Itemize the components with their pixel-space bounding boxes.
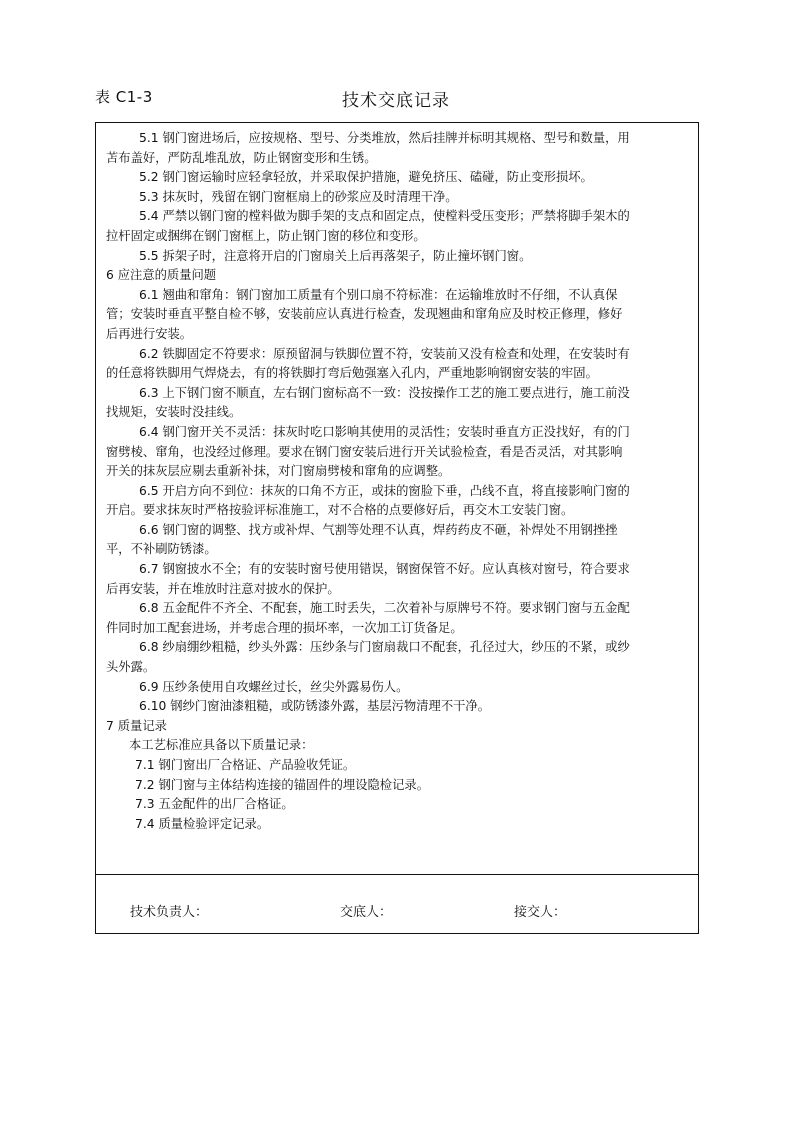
record-body	[104, 129, 694, 834]
body-line: 开启。要求抹灰时严格按验评标准施工，对不合格的点要修好后，再交木工安装门窗。	[106, 503, 574, 518]
body-line: 6.4 钢门窗开关不灵活：抹灰时吃口影响其使用的灵活性；安装时垂直方正没找好，有的门	[139, 424, 630, 439]
body-line: 头外露。	[106, 660, 156, 675]
body-line: 6.6 钢门窗的调整、找方或补焊、气割等处理不认真，焊药药皮不砸，补焊处不用钢挫挫	[139, 522, 618, 537]
body-line: 6.8 五金配件不齐全、不配套，施工时丢失，二次着补与原牌号不符。要求钢门窗与五金配	[139, 601, 630, 616]
signature-divider	[96, 874, 698, 875]
document-title: 技术交底记录	[342, 91, 450, 111]
body-line: 平，不补刷防锈漆。	[106, 542, 217, 557]
handover-signature-label: 交底人：	[340, 905, 393, 920]
receiver-signature-label: 接交人：	[514, 905, 567, 920]
body-line: 5.2 钢门窗运输时应轻拿轻放，并采取保护措施，避免挤压、磕碰，防止变形损坏。	[139, 170, 593, 185]
tech-lead-signature-label: 技术负责人：	[130, 905, 209, 920]
record-table	[95, 122, 699, 934]
body-line: 后再进行安装。	[106, 326, 193, 341]
body-line: 6.8 纱扇绷纱粗糙，纱头外露：压纱条与门窗扇裁口不配套，孔径过大，纱压的不紧，或纱	[139, 640, 630, 655]
body-line: 的任意将铁脚用气焊烧去，有的将铁脚打弯后勉强塞入孔内，严重地影响钢窗安装的牢固。	[106, 366, 598, 381]
body-line: 6.9 压纱条使用自攻螺丝过长，丝尖外露易伤人。	[139, 679, 409, 694]
body-line: 找规矩，安装时没挂线。	[106, 405, 242, 420]
body-line: 7.3 五金配件的出厂合格证。	[135, 797, 294, 812]
body-line: 6.1 翘曲和窜角：钢门窗加工质量有个别口扇不符标准：在运输堆放时不仔细，不认真保	[139, 287, 618, 302]
body-line: 7.2 钢门窗与主体结构连接的锚固件的埋设隐检记录。	[135, 777, 429, 792]
body-line: 本工艺标准应具备以下质量记录：	[129, 738, 314, 753]
body-line: 7 质量记录	[106, 718, 167, 733]
body-line: 7.1 钢门窗出厂合格证、产品验收凭证。	[135, 758, 356, 772]
body-line: 6.5 开启方向不到位：抹灰的口角不方正，或抹的窗脸下垂，凸线不直，将直接影响门窗的	[139, 483, 630, 498]
body-line: 6.3 上下钢门窗不顺直，左右钢门窗标高不一致：没按操作工艺的施工要点进行，施工前没	[139, 385, 630, 400]
body-line: 5.1 钢门窗进场后，应按规格、型号、分类堆放，然后挂牌并标明其规格、型号和数量，用	[139, 131, 630, 145]
body-line: 5.5 拆架子时，注意将开启的门窗扇关上后再落架子，防止撞坏钢门窗。	[139, 248, 532, 263]
body-line: 6.10 钢纱门窗油漆粗糙，或防锈漆外露，基层污物清理不干净。	[139, 699, 491, 714]
body-line: 开关的抹灰层应剔去重新补抹，对门窗扇劈棱和窜角的应调整。	[106, 464, 451, 479]
body-line: 拉杆固定或捆绑在钢门窗框上，防止钢门窗的移位和变形。	[106, 228, 426, 243]
body-line: 管；安装时垂直平整自检不够，安装前应认真进行检查，发现翘曲和窜角应及时校正修理，修好	[106, 307, 623, 322]
body-line: 5.3 抹灰时，残留在钢门窗框扇上的砂浆应及时清理干净。	[139, 189, 458, 204]
body-line: 件同时加工配套进场，并考虑合理的损坏率，一次加工订货备足。	[106, 620, 463, 635]
form-code: 表 C1-3	[95, 88, 153, 106]
body-line: 苫布盖好，严防乱堆乱放，防止钢窗变形和生锈。	[106, 150, 377, 165]
body-line: 7.4 质量检验评定记录。	[135, 816, 270, 831]
body-line: 后再安装，并在堆放时注意对披水的保护。	[106, 581, 340, 596]
body-line: 6 应注意的质量问题	[106, 268, 217, 283]
body-line: 5.4 严禁以钢门窗的樘料做为脚手架的支点和固定点，使樘料受压变形；严禁将脚手架木的	[139, 209, 630, 224]
body-line: 6.2 铁脚固定不符要求：原预留洞与铁脚位置不符，安装前又没有检查和处理，在安装时有	[139, 346, 630, 361]
body-line: 窗劈棱、窜角，也没经过修理。要求在钢门窗安装后进行开关试验检查，看是否灵活，对其影响	[106, 444, 623, 459]
body-line: 6.7 钢窗披水不全；有的安装时窗号使用错误，钢窗保管不好。应认真核对窗号，符合要求	[139, 562, 630, 577]
